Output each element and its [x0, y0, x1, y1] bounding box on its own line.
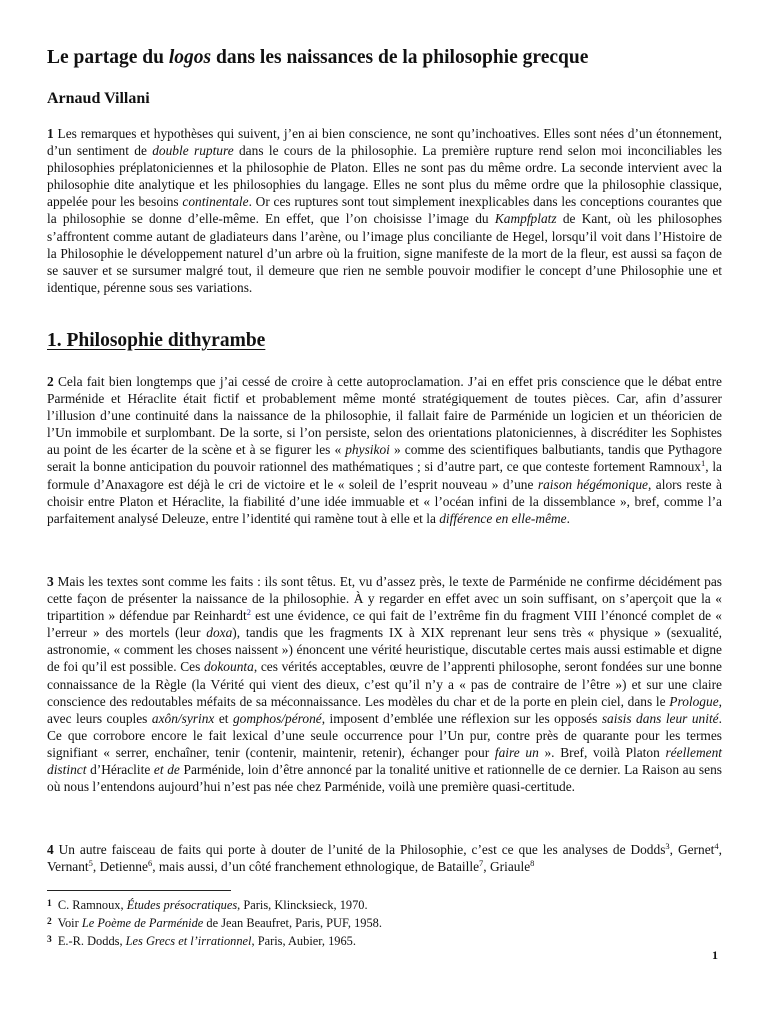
footnote-ref[interactable]: 1 [700, 458, 706, 469]
footnote-ref[interactable]: 4 [714, 841, 719, 851]
paragraph-3: 3 Mais les textes sont comme les faits : ils sont têtus. Et, vu d’assez près, le texte de Parménide ne confirme décidément pas cette façon de présenter la naissance de la philosophie. À y regarder en effet avec un soin suffisant, on s’aperçoit que la « tripartition » défendue par Reinhardt$^2$ est une évidence, ce qui fait de l’extrême fin du fragment VIII l’énoncé complet de « l’erreur » des mortels (leur doxa), tandis que les fragments IX à XIX reprenant leur sens très « physique » (sexualité, astronomie, « comment les choses naissent ») énoncent une vérité heuristique, discutable certes mais aussi estimable et digne de foi qu’il est possible. Ces dokounta, ces vérités acceptables, œuvre de l’apprenti philosophe, seront fondées sur une bonne connaissance de la Règle (la Vérité qui vient des dieux, c’est qu’il n’y a « pas de contraire de l’être ») et sur une claire conscience des redoutables méfaits de sa méconnaissance. Les modèles du char et de la porte en plein ciel, dans le Prologue, avec leurs couples axôn/syrinx et gomphos/péroné, imposent d’emblée une réflexion sur les opposés saisis dans leur unité. Ce que corrobore encore le fait lexical d’une seule occurrence pour l’Un pur, contre près de quarante pour les termes signifiant « serrer, enchaîner, tenir (contenir, maintenir, retenir), échanger pour faire un ». Bref, voilà Platon réellement distinct d’Héraclite et de Parménide, loin d’être annoncé par la tonalité unitive et rationnelle de ce dernier. La Raison au sens où nous l’entendons aujourd’hui n’est pas née chez Parménide, voilà une première quasi-certitude. [47, 574, 722, 795]
paragraph-4: 4 Un autre faisceau de faits qui porte à douter de l’unité de la Philosophie, c’est ce que les analyses de Dodds$^3$, Gernet$^4$, Vernant$^5$, Detienne$^6$, mais aussi, d’un côté franchement ethnologique, de Bataille$^7$, Griaule$^8$ [47, 841, 722, 875]
paragraph-number: 4 [47, 842, 54, 857]
paragraph-number: 2 [47, 374, 54, 389]
footnotes [47, 896, 722, 950]
footnote-ref[interactable]: 3 [665, 841, 670, 851]
footnote-ref[interactable]: 6 [147, 858, 153, 869]
footnote-ref[interactable]: 8 [530, 858, 535, 869]
paragraph-1: 1 Les remarques et hypothèses qui suivent, j’en ai bien conscience, ne sont qu’inchoatives. Elles sont nées d’un étonnement, d’un sentiment de double rupture dans le cours de la philosophie. La première rupture rend selon moi inconciliables les philosophies préplatoniciennes et la philosophie de Platon. Elles ne sont pas du même ordre. La seconde intervient avec la philosophie dite analytique et les philosophies du langage. Elles ne sont plus du même ordre que la philosophie classique, appelée pour les besoins continentale. Or ces ruptures sont tout simplement inexplicables dans les conceptions courantes que la philosophie se donne d’elle-même. En effet, que l’on choisisse l’image du Kampfplatz de Kant, où les philosophes s’affrontent comme autant de gladiateurs dans l’arène, ou l’image plus conciliante de Hegel, lorsqu’il voit dans l’Histoire de la Philosophie le développement naturel d’un arbre où la fruition, signe manifeste de la mort de la fleur, est aussi sa façon de se sauver et se sursumer malgré tout, il demeure que rien ne semble pouvoir modifier le concept d’une Philosophie une et identique, pérenne sous ses variations. [47, 126, 723, 295]
footnote-1: $^1$ C. Ramnoux, Études présocratiques, Paris, Klincksieck, 1970. [47, 898, 368, 912]
footnote-ref[interactable]: 2 [246, 607, 251, 618]
footnote-separator [47, 890, 231, 891]
footnote-2: $^2$ Voir Le Poème de Parménide de Jean Beaufret, Paris, PUF, 1958. [47, 916, 382, 930]
section-heading: 1. Philosophie dithyrambe [47, 330, 266, 351]
paragraph-number: 3 [47, 574, 54, 589]
title-italic-logos: logos [168, 47, 212, 68]
document-title: Le partage du logos dans les naissances de la philosophie grecque [47, 47, 589, 68]
paragraph-number: 1 [47, 126, 54, 141]
footnote-ref[interactable]: 7 [479, 858, 484, 869]
footnote-3: $^3$ E.-R. Dodds, Les Grecs et l’irrationnel, Paris, Aubier, 1965. [47, 934, 356, 948]
paragraph-2: 2 Cela fait bien longtemps que j’ai cessé de croire à cette autoproclamation. J’ai en effet pris conscience que le débat entre Parménide et Héraclite était fictif et probablement même monté stratégiquement de toutes pièces. Car, afin d’assurer l’illusion d’une continuité dans la naissance de la philosophie, il fallait faire de Parménide un logicien et un théoricien de l’Un immobile et surplombant. De la sorte, si l’on persiste, selon des orientations platoniciennes, à discréditer les Sophistes au point de les écarter de la scène et à se figurer les « physikoi » comme des scientifiques balbutiants, tandis que Pythagore serait la bonne anticipation du pouvoir rationnel des mathématiques ; si d’autre part, ce que conteste fortement Ramnoux$^1$, la formule d’Anaxagore est déjà le cri de victoire et le « soleil de l’esprit nouveau » d’une raison hégémonique, alors reste à choisir entre Platon et Héraclite, la fiabilité d’une idée immuable et « l’océan infini de la dissemblance », bref, comme l’a parfaitement analysé Deleuze, entre l’identité qui ramène tout à elle et la différence en elle-même. [47, 374, 723, 526]
footnote-ref[interactable]: 5 [88, 858, 93, 869]
author-name: Arnaud Villani [47, 90, 150, 107]
page-number: 1 [712, 948, 718, 962]
